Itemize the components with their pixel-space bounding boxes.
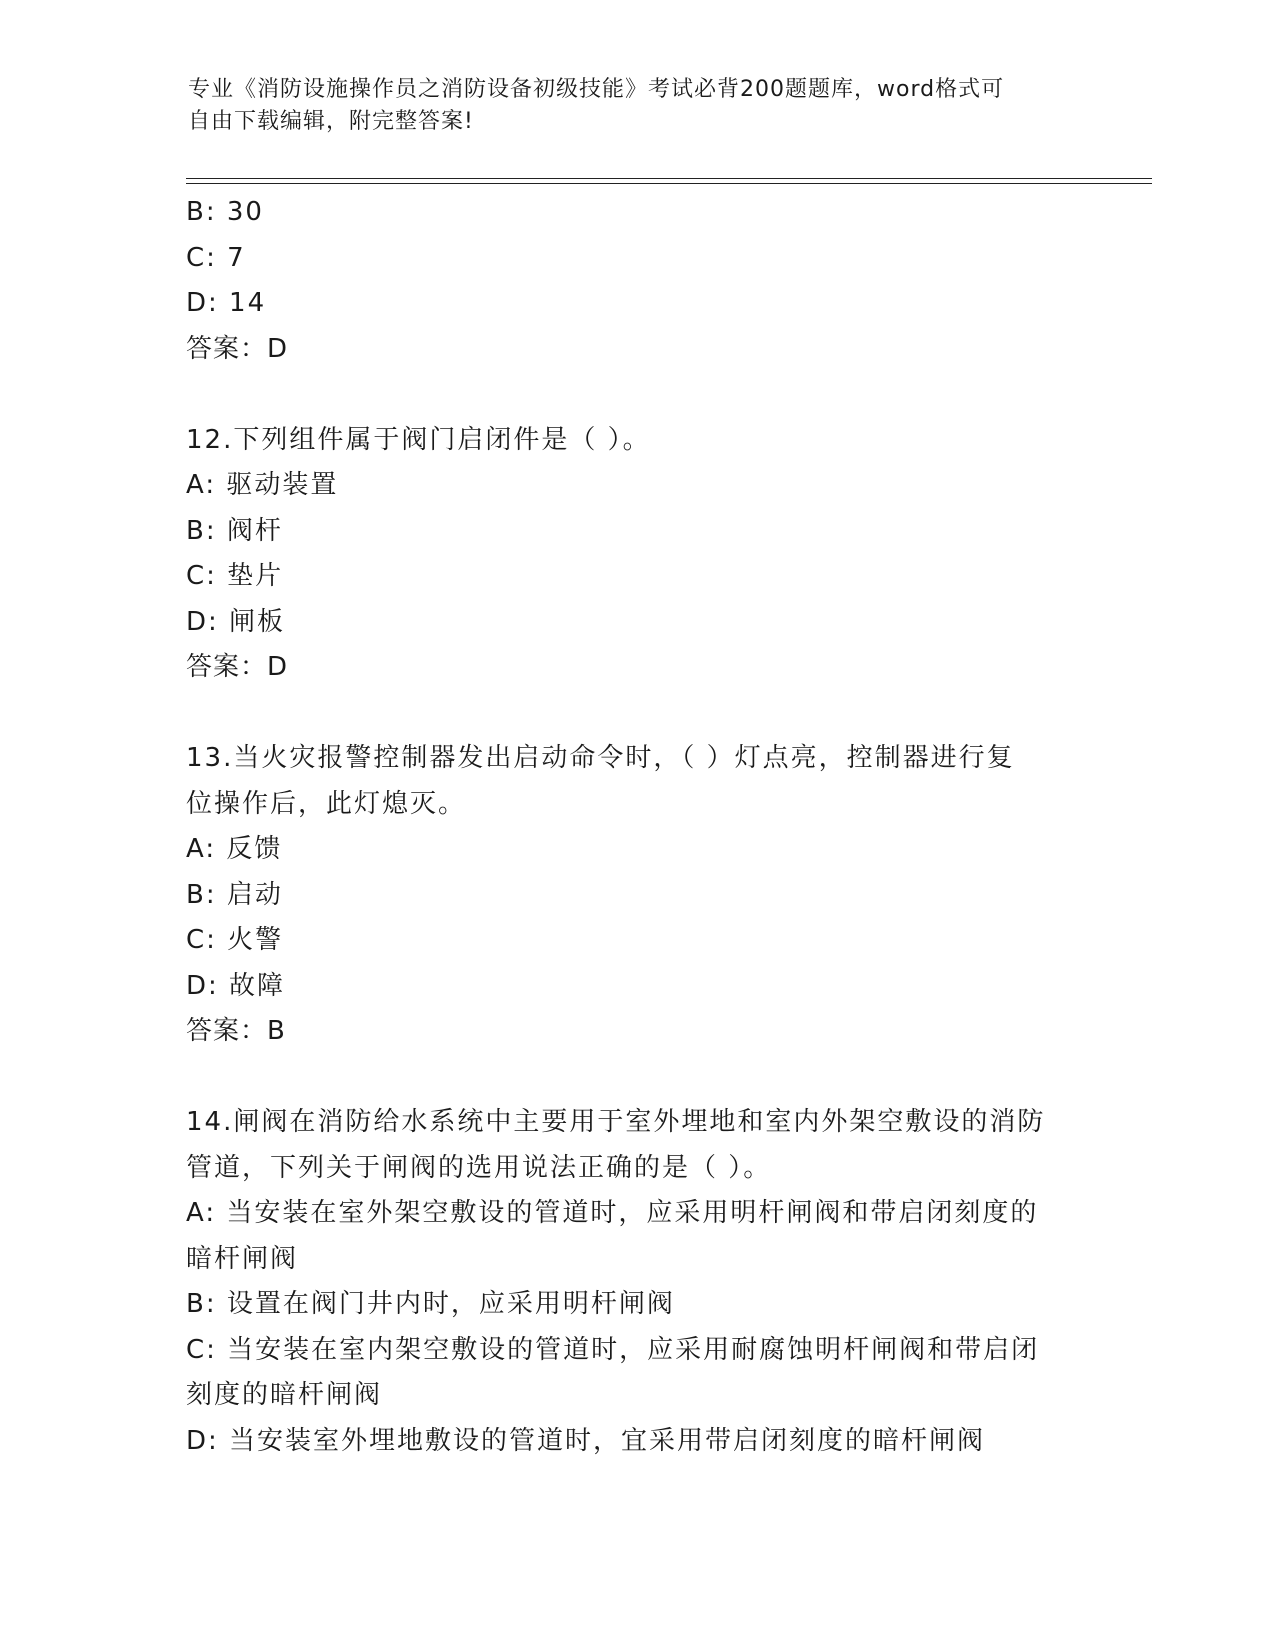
header-divider-top (186, 178, 1152, 179)
option-a-line-2: 暗杆闸阀 (186, 1243, 299, 1274)
header-line-2: 自由下载编辑，附完整答案! (188, 109, 474, 134)
page-header (188, 74, 1068, 138)
option-d: D: 当安装室外埋地敷设的管道时，宜采用带启闭刻度的暗杆闸阀 (186, 1425, 986, 1456)
option-c-line-1: C: 当安装在室内架空敷设的管道时，应采用耐腐蚀明杆闸阀和带启闭 (186, 1334, 1040, 1365)
option-b: B: 阀杆 (186, 515, 283, 546)
question-13 (186, 736, 1086, 1055)
spacer (186, 1055, 1086, 1101)
option-b: B: 设置在阀门井内时，应采用明杆闸阀 (186, 1289, 675, 1319)
option-c: C: 7 (186, 242, 246, 273)
option-c: C: 火警 (186, 925, 284, 955)
option-c-line-2: 刻度的暗杆闸阀 (186, 1380, 383, 1410)
option-d: D: 故障 (186, 970, 286, 1001)
option-a: A: 反馈 (186, 834, 283, 864)
answer: 答案：D (186, 652, 289, 682)
question-text-line-2: 管道，下列关于闸阀的选用说法正确的是（ ）。 (186, 1152, 772, 1183)
question-list (186, 190, 1086, 1464)
question-text-line-1: 14.闸阀在消防给水系统中主要用于室外埋地和室内外架空敷设的消防 (186, 1107, 1046, 1137)
header-divider-bottom (186, 183, 1152, 184)
option-d: D: 闸板 (186, 606, 286, 637)
answer: 答案：D (186, 333, 289, 364)
spacer (186, 372, 1086, 418)
question-text-line-1: 13.当火灾报警控制器发出启动命令时，（ ）灯点亮，控制器进行复 (186, 743, 1015, 773)
option-a-line-1: A: 当安装在室外架空敷设的管道时，应采用明杆闸阀和带启闭刻度的 (186, 1198, 1039, 1228)
question-12 (186, 418, 1086, 691)
question-text-line-2: 位操作后，此灯熄灭。 (186, 788, 467, 819)
answer: 答案：B (186, 1016, 286, 1046)
option-d: D: 14 (186, 288, 267, 318)
option-b: B: 30 (186, 197, 264, 227)
option-b: B: 启动 (186, 879, 283, 910)
header-line-1: 专业《消防设施操作员之消防设备初级技能》考试必背200题题库，word格式可 (188, 77, 1005, 102)
option-a: A: 驱动装置 (186, 470, 339, 500)
question-text: 12.下列组件属于阀门启闭件是（ ）。 (186, 424, 651, 455)
spacer (186, 691, 1086, 737)
question-11-tail (186, 190, 1086, 372)
option-c: C: 垫片 (186, 561, 284, 591)
question-14 (186, 1100, 1086, 1464)
